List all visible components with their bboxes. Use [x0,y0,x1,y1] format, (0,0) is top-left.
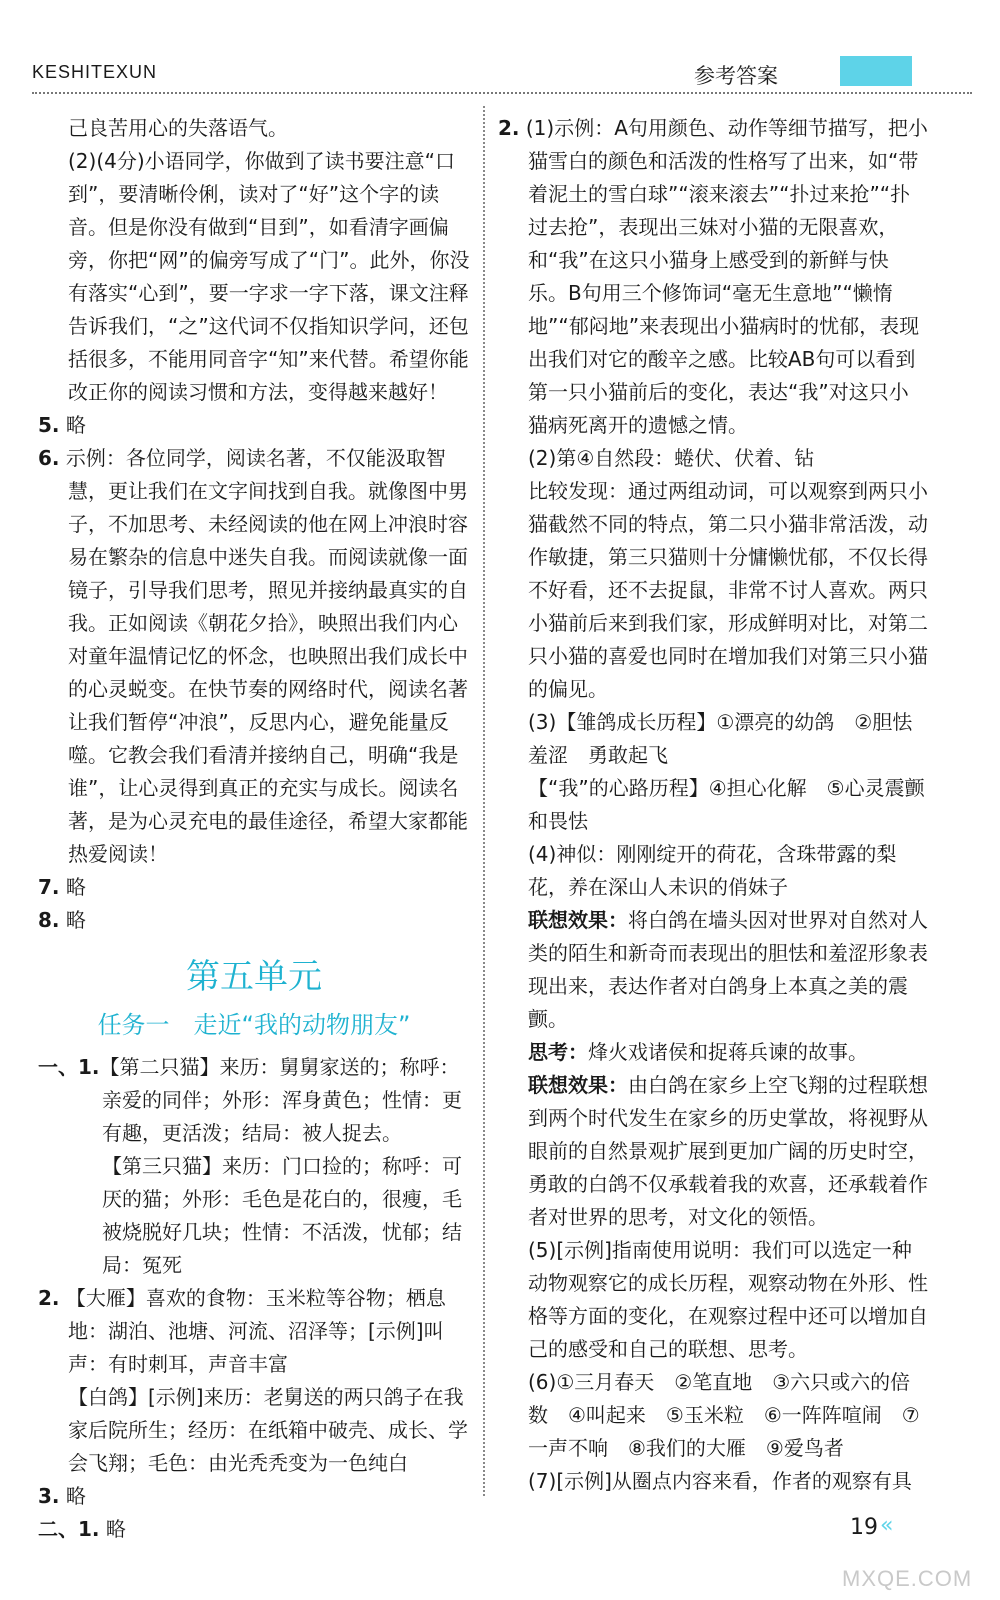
paragraph [498,1036,928,1069]
item-text: 【大雁】喜欢的食物：玉米粒等谷物；栖息地：湖泊、池塘、河流、沼泽等；[示例]叫声：有时刺耳，声音丰富 [65,1286,446,1376]
item-text: 略 [65,875,86,899]
item-number: 7. [38,875,60,899]
item-text: 烽火戏诸侯和捉蒋兵谏的故事。 [588,1040,868,1064]
left-column [38,112,470,1546]
right-column [498,112,928,1498]
item-text: 【第二只猫】来历：舅舅家送的；称呼：亲爱的同伴；外形：浑身黄色；性情：更有趣，更活泼；结局：被人捉去。 [99,1055,462,1145]
answer-item [498,112,928,442]
header-accent-bar [840,56,912,86]
watermark-text: MXQE.COM [842,1566,973,1591]
key-label: 思考： [528,1040,588,1064]
item-text: 由白鸽在家乡上空飞翔的过程联想到两个时代发生在家乡的历史掌故，将视野从眼前的自然景观扩展到更加广阔的历史时空，勇敢的白鸽不仅承载着我的欢喜，还承载着作者对世界的思考，对文化的领悟。 [528,1073,928,1229]
paragraph: (2)第④自然段：蜷伏、伏着、钻 [528,446,815,470]
item-number: 3. [38,1484,60,1508]
answer-item [38,904,470,937]
item-text: 略 [105,1517,126,1541]
paragraph: (3)【雏鸽成长历程】①漂亮的幼鸽 ②胆怯羞涩 勇敢起飞 [528,710,913,767]
item-text: 略 [65,413,86,437]
brand-label: KESHITEXUN [32,62,158,82]
section-title: 参考答案 [694,64,778,88]
item-number: 8. [38,908,60,932]
item-number: 2. [498,116,520,140]
answer-item [38,1051,470,1150]
paragraph: (7)[示例]从圈点内容来看，作者的观察有具 [528,1469,912,1493]
page-header [32,56,972,92]
paragraph: (5)[示例]指南使用说明：我们可以选定一种动物观察它的成长历程，观察动物在外形、性格等方面的变化，在观察过程中还可以增加自己的感受和自己的联想、思考。 [528,1238,928,1361]
item-text: 略 [65,908,86,932]
item-text: 将白鸽在墙头因对世界对自然对人类的陌生和新奇而表现出的胆怯和羞涩形象表现出来，表达作者对白鸽身上本真之美的震颤。 [528,908,928,1031]
answer-item [38,1282,470,1381]
task-title: 任务一 走近“我的动物朋友” [97,1011,411,1039]
item-text: 示例：各位同学，阅读名著，不仅能汲取智慧，更让我们在文字间找到自我。就像图中男子，不加思考、未经阅读的他在网上冲浪时容易在繁杂的信息中迷失自我。而阅读就像一面镜子，引导我们思考，照见并接纳最真实的自我。正如阅读《朝花夕拾》，映照出我们内心对童年温情记忆的怀念，也映照出我们成长中的心灵蜕变。在快节奏的网络时代，阅读名著让我们暂停“冲浪”，反思内心，避免能量反噬。它教会我们看清并接纳自己，明确“我是谁”，让心灵得到真正的充实与成长。阅读名著，是为心灵充电的最佳途径，希望大家都能热爱阅读！ [65,446,468,866]
paragraph: (4)神似：刚刚绽开的荷花，含珠带露的梨花，养在深山人未识的俏妹子 [528,842,897,899]
answer-item [38,442,470,871]
double-chevron-left-icon: « [880,1513,894,1538]
paragraph: (6)①三月春天 ②笔直地 ③六只或六的倍数 ④叫起来 ⑤玉米粒 ⑥一阵阵喧闹 ⑦一声不响 ⑧我们的大雁 ⑨爱鸟者 [528,1370,920,1460]
paragraph: 己良苦用心的失落语气。 [68,116,288,140]
item-text: (1)示例：A句用颜色、动作等细节描写，把小猫雪白的颜色和活泼的性格写了出来，如“带着泥土的雪白球”“滚来滚去”“扑过来抢”“扑过去抢”，表现出三妹对小猫的无限喜欢，和“我”在这只小猫身上感受到的新鲜与快乐。B句用三个修饰词“毫无生意地”“懒惰地”“郁闷地”来表现出小猫病时的忧郁，表现出我们对它的酸辛之感。比较AB句可以看到第一只小猫前后的变化，表达“我”对这只小猫病死离开的遗憾之情。 [525,116,928,437]
paragraph [498,1069,928,1234]
answer-item [38,1480,470,1513]
item-number: 2. [38,1286,60,1310]
header-divider [32,92,972,94]
key-label: 联想效果： [528,1073,628,1097]
item-number: 5. [38,413,60,437]
page-number: 19 [850,1515,878,1540]
item-text: 略 [65,1484,86,1508]
paragraph [498,904,928,1036]
paragraph: 【白鸽】[示例]来历：老舅送的两只鸽子在我家后院所生；经历：在纸箱中破壳、成长、学会飞翔；毛色：由光秃秃变为一色纯白 [68,1385,468,1475]
item-number: 一、1. [38,1055,100,1079]
paragraph: (2)(4分)小语同学，你做到了读书要注意“口到”，要清晰伶俐，读对了“好”这个字的读音。但是你没有做到“目到”，如看清字画偏旁，你把“网”的偏旁写成了“门”。此外，你没有落实“心到”，要一字求一字下落，课文注释告诉我们，“之”这代词不仅指知识学问，还包括很多，不能用同音字“知”来代替。希望你能改正你的阅读习惯和方法，变得越来越好！ [68,149,470,404]
answer-item [38,409,470,442]
key-label: 联想效果： [528,908,628,932]
item-number: 二、1. [38,1517,100,1541]
item-number: 6. [38,446,60,470]
answer-item [38,1513,470,1546]
paragraph: 【“我”的心路历程】④担心化解 ⑤心灵震颤和畏怯 [528,776,925,833]
column-divider [483,106,485,1496]
paragraph: 【第三只猫】来历：门口捡的；称呼：可厌的猫；外形：毛色是花白的，很瘦，毛被烧脱好几块；性情：不活泼，忧郁；结局：冤死 [102,1154,462,1277]
answer-item [38,871,470,904]
unit-title: 第五单元 [186,957,322,997]
paragraph: 比较发现：通过两组动词，可以观察到两只小猫截然不同的特点，第二只小猫非常活泼，动作敏捷，第三只猫则十分慵懒忧郁，不仅长得不好看，还不去捉鼠，非常不讨人喜欢。两只小猫前后来到我们家，形成鲜明对比，对第二只小猫的喜爱也同时在增加我们对第三只小猫的偏见。 [528,479,928,701]
